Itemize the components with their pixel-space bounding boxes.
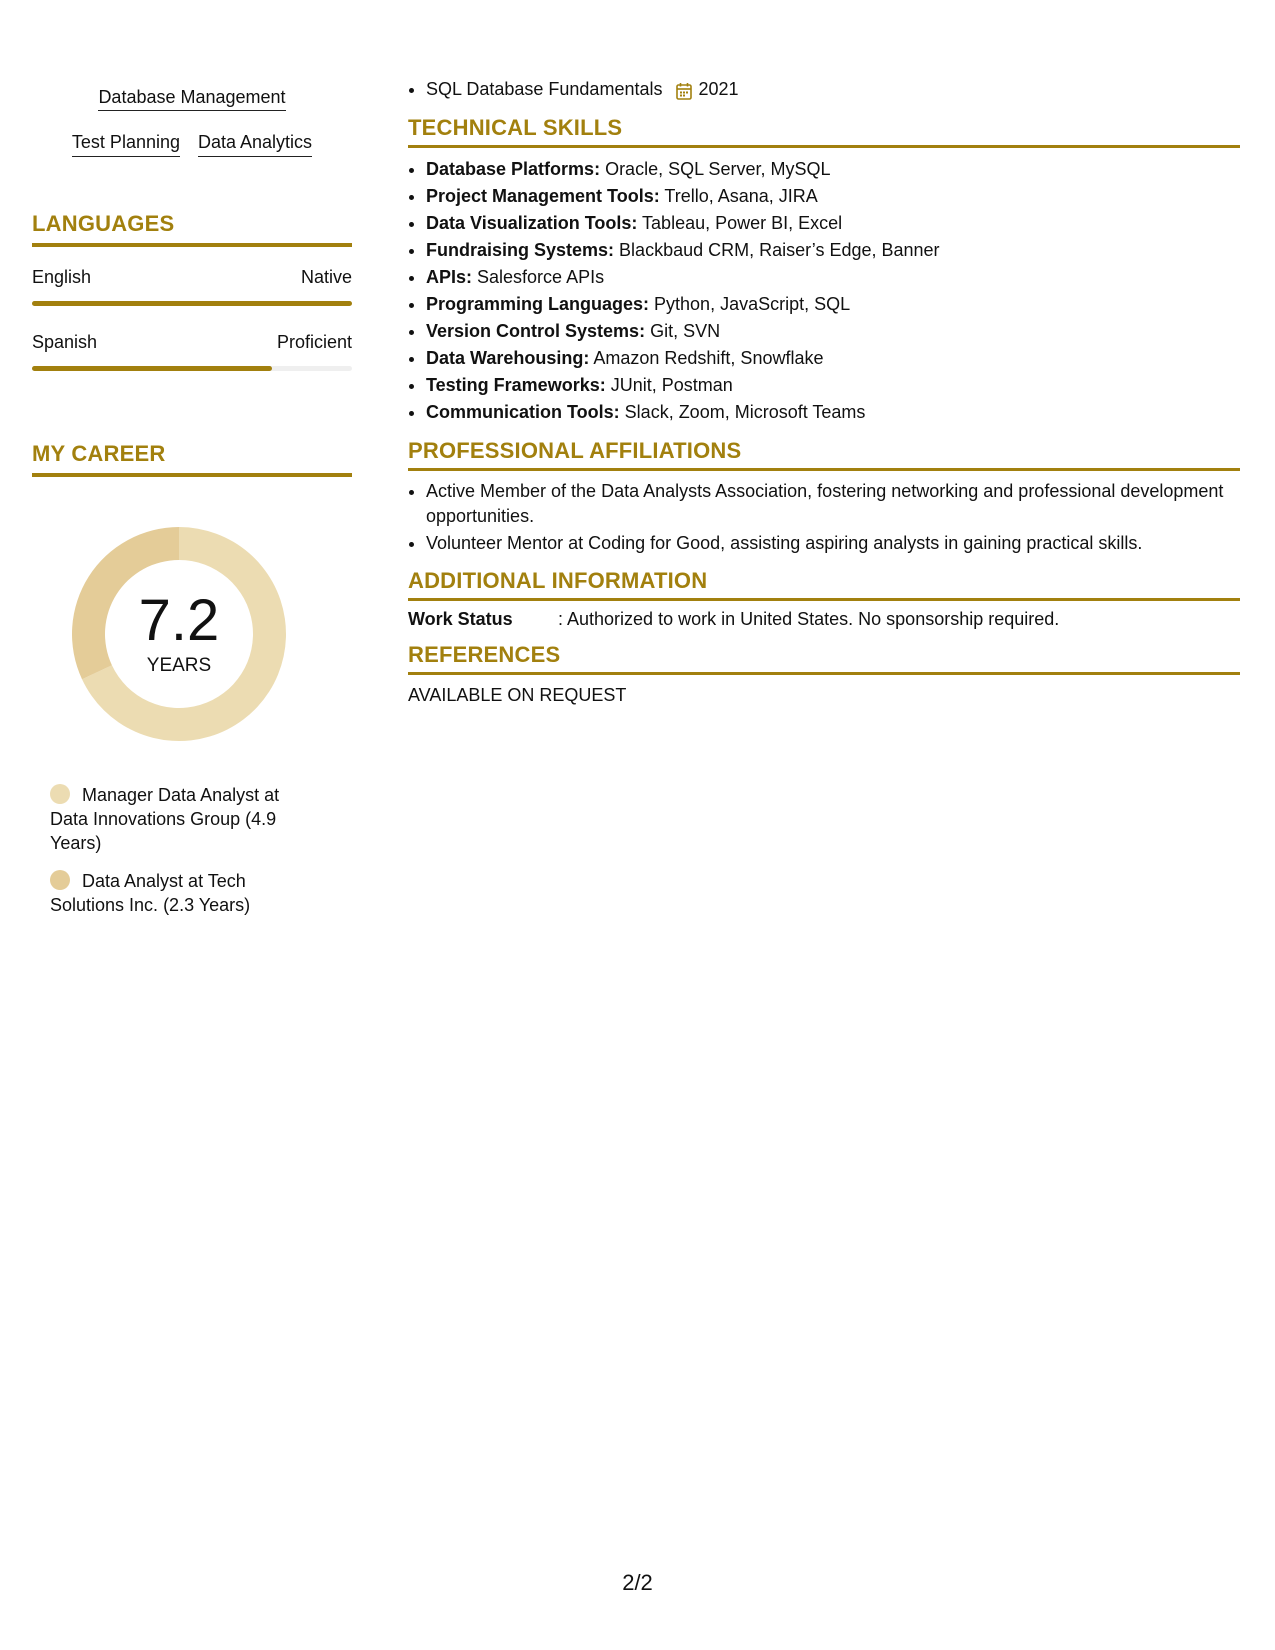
legend-label: Manager Data Analyst at Data Innovations Group (4.9 Years) (50, 785, 280, 853)
career-heading: MY CAREER (32, 441, 352, 477)
career-total-years: 7.2 (138, 588, 220, 653)
skill-item: • Database Platforms: Oracle, SQL Server, MySQL (426, 156, 1240, 183)
skill-item: • Testing Frameworks: JUnit, Postman (426, 372, 1240, 399)
skill-item: • APIs: Salesforce APIs (426, 264, 1240, 291)
legend-label: Data Analyst at Tech Solutions Inc. (2.3 Years) (50, 871, 251, 915)
skill-tag: Database Management (32, 86, 352, 111)
language-bar-fill (32, 366, 272, 371)
additional-info-heading: ADDITIONAL INFORMATION (408, 568, 1240, 601)
affiliations-list (408, 479, 1240, 556)
career-unit: YEARS (146, 655, 212, 676)
skill-item: • Communication Tools: Slack, Zoom, Microsoft Teams (426, 399, 1240, 426)
skill-tags (32, 78, 352, 169)
career-legend (50, 783, 310, 917)
skill-tag: Test Planning (72, 131, 180, 157)
work-status-row (408, 609, 1240, 630)
certification-year: 2021 (698, 79, 739, 99)
language-bar-fill (32, 301, 352, 306)
skill-item: • Project Management Tools: Trello, Asana, JIRA (426, 183, 1240, 210)
skill-item: • Data Visualization Tools: Tableau, Power BI, Excel (426, 210, 1240, 237)
skill-item: • Data Warehousing: Amazon Redshift, Snowflake (426, 345, 1240, 372)
certifications-list (408, 76, 1240, 103)
references-heading: REFERENCES (408, 642, 1240, 675)
work-status-value: : Authorized to work in United States. No sponsorship required. (558, 609, 1060, 629)
skill-tag: Data Analytics (198, 131, 312, 157)
language-bar (32, 301, 352, 306)
calendar-icon (676, 81, 692, 99)
affiliations-heading: PROFESSIONAL AFFILIATIONS (408, 438, 1240, 471)
legend-item (50, 783, 310, 855)
language-name: Spanish (32, 332, 98, 352)
references-text: AVAILABLE ON REQUEST (408, 685, 627, 705)
language-name: English (32, 267, 92, 287)
skill-item: • Programming Languages: Python, JavaScript, SQL (426, 291, 1240, 318)
certification-item (426, 76, 1240, 103)
language-spanish (32, 332, 352, 371)
career-donut-chart (66, 521, 292, 747)
language-level: Native (300, 267, 352, 287)
left-column (32, 78, 352, 931)
legend-dot (50, 784, 70, 804)
skill-item: • Version Control Systems: Git, SVN (426, 318, 1240, 345)
language-english (32, 267, 352, 306)
technical-skills-heading: TECHNICAL SKILLS (408, 115, 1240, 148)
skill-item: • Fundraising Systems: Blackbaud CRM, Raiser’s Edge, Banner (426, 237, 1240, 264)
right-column (408, 76, 1240, 706)
page-number: 2/2 (622, 1570, 653, 1595)
work-status-label: Work Status (408, 609, 513, 629)
legend-dot (50, 870, 70, 890)
language-level: Proficient (276, 332, 352, 352)
technical-skills-list (408, 156, 1240, 426)
legend-item (50, 869, 310, 917)
affiliation-item: • Volunteer Mentor at Coding for Good, assisting aspiring analysts in gaining practical skills. (426, 531, 1240, 556)
language-bar (32, 366, 352, 371)
languages-heading: LANGUAGES (32, 211, 352, 247)
certification-name: • SQL Database Fundamentals (426, 79, 663, 99)
affiliation-item: • Active Member of the Data Analysts Association, fostering networking and professional development opportunities. (426, 479, 1240, 529)
